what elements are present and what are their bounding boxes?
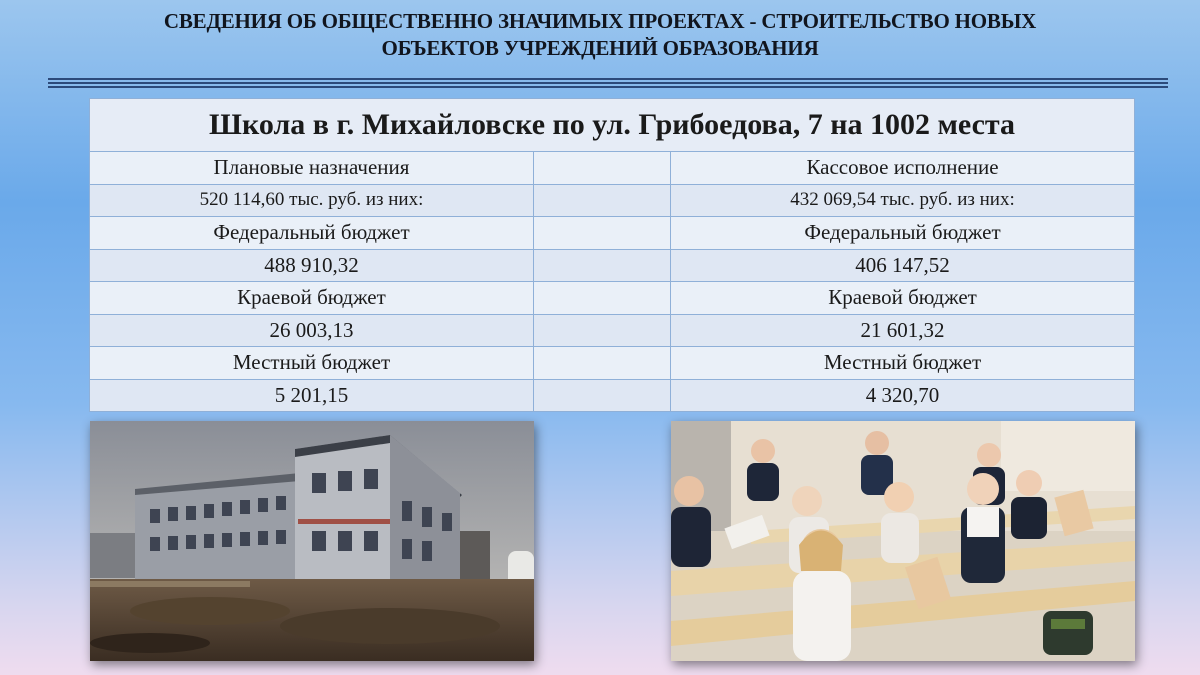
cash-regional-value: 21 601,32 [671,314,1135,347]
plan-regional-label: Краевой бюджет [90,282,534,315]
school-building-photo [90,421,534,661]
cash-label: Кассовое исполнение [671,152,1135,185]
classroom-photo [671,421,1135,661]
cash-federal-label: Федеральный бюджет [671,217,1135,250]
plan-federal-label: Федеральный бюджет [90,217,534,250]
spacer-cell [534,314,671,347]
plan-label: Плановые назначения [90,152,534,185]
slide-title-line1: СВЕДЕНИЯ ОБ ОБЩЕСТВЕННО ЗНАЧИМЫХ ПРОЕКТАХ - СТРОИТЕЛЬСТВО НОВЫХ [163,9,1037,33]
spacer-cell [534,152,671,185]
spacer-cell [534,249,671,282]
table-heading: Школа в г. Михайловске по ул. Грибоедова, 7 на 1002 места [90,99,1135,152]
plan-local-value: 5 201,15 [90,379,534,412]
budget-table [89,98,1135,412]
spacer-cell [534,379,671,412]
title-divider [48,82,1168,84]
spacer-cell [534,184,671,217]
slide-title [40,8,1160,62]
spacer-cell [534,282,671,315]
plan-total: 520 114,60 тыс. руб. из них: [90,184,534,217]
spacer-cell [534,347,671,380]
cash-federal-value: 406 147,52 [671,249,1135,282]
cash-regional-label: Краевой бюджет [671,282,1135,315]
plan-federal-value: 488 910,32 [90,249,534,282]
cash-local-label: Местный бюджет [671,347,1135,380]
cash-total: 432 069,54 тыс. руб. из них: [671,184,1135,217]
slide-title-line2: ОБЪЕКТОВ УЧРЕЖДЕНИЙ ОБРАЗОВАНИЯ [381,36,819,60]
cash-local-value: 4 320,70 [671,379,1135,412]
title-divider [48,86,1168,88]
title-divider [48,78,1168,80]
plan-local-label: Местный бюджет [90,347,534,380]
spacer-cell [534,217,671,250]
plan-regional-value: 26 003,13 [90,314,534,347]
